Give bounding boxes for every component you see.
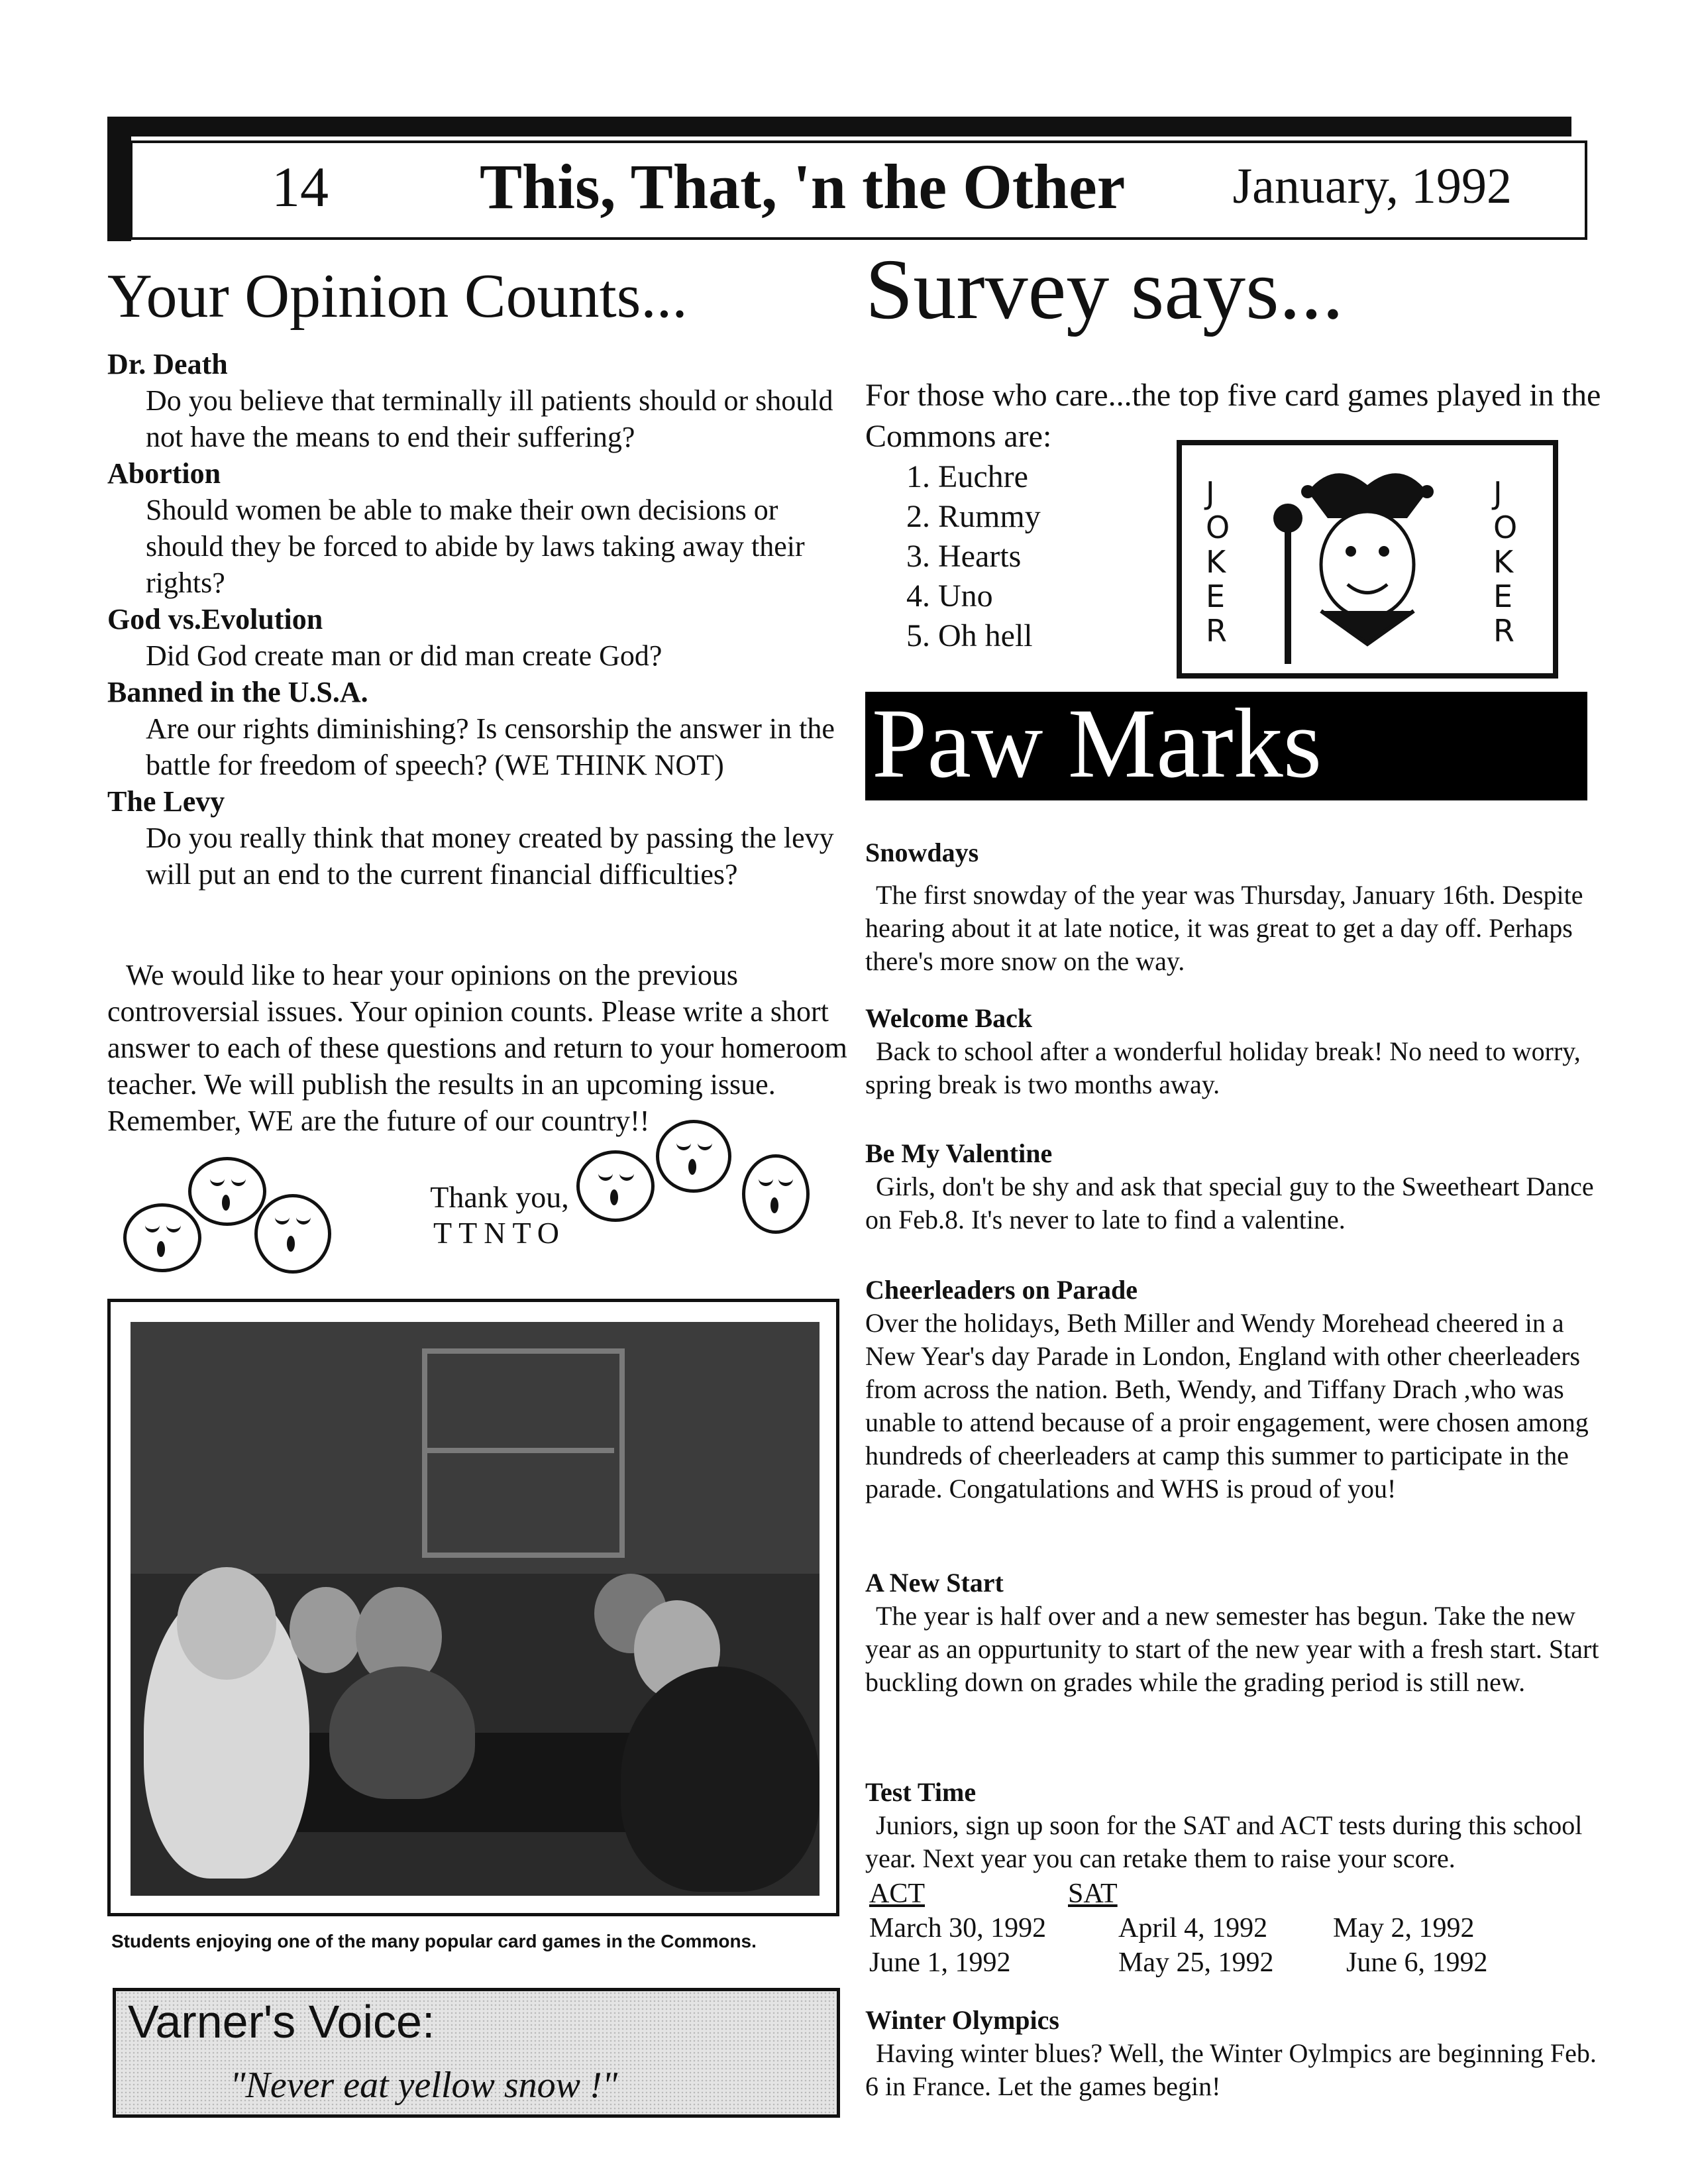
singing-face-icon <box>123 1203 201 1272</box>
news-heading: Winter Olympics <box>865 2005 1059 2035</box>
masthead-bar <box>107 117 1571 136</box>
survey-intro: For those who care...the top five card games played in the Commons are: <box>865 378 1601 454</box>
svg-text:E: E <box>1493 578 1513 614</box>
news-body: Having winter blues? Well, the Winter Oylmpics are beginning Feb. 6 in France. Let the games begin! <box>865 2038 1597 2101</box>
issue-question: Do you believe that terminally ill patients should or should not have the means to end their suffering? <box>146 384 833 453</box>
svg-text:J: J <box>1493 475 1503 511</box>
news-item <box>865 836 1607 978</box>
date-entry: May 2, 1992 <box>1333 1913 1475 1943</box>
joker-card-icon <box>1182 445 1553 673</box>
date-entry: June 6, 1992 <box>1346 1947 1488 1978</box>
singing-face-icon <box>254 1194 331 1274</box>
issue-title: The Levy <box>107 785 225 818</box>
joker-card-image <box>1177 440 1558 679</box>
issue-question: Are our rights diminishing? Is censorship the answer in the battle for freedom of speech? (WE THINK NOT) <box>146 712 835 781</box>
act-label: ACT <box>869 1879 925 1909</box>
news-body: Juniors, sign up soon for the SAT and ACT tests during this school year. Next year you can retake them to raise your score. <box>865 1810 1583 1873</box>
news-heading: Welcome Back <box>865 1003 1033 1033</box>
newsletter-title: This, That, 'n the Other <box>480 151 1126 222</box>
issue-item <box>107 455 849 601</box>
svg-text:O: O <box>1493 510 1518 545</box>
issue-date: January, 1992 <box>1232 158 1512 214</box>
svg-text:R: R <box>1493 613 1514 649</box>
news-body: Over the holidays, Beth Miller and Wendy Morehead cheered in a New Year's day Parade in London, England with other cheerleaders from across the nation. Beth, Wendy, and Tiffany Drach ,who was unable to attend because of a proir engagement, were chosen among hundreds of cheerleaders at camp this summer to participate in the parade. Congatulations and WHS is proud of you! <box>865 1308 1589 1503</box>
news-body: Girls, don't be shy and ask that special guy to the Sweetheart Dance on Feb.8. It's never to late to find a valentine. <box>865 1172 1594 1234</box>
act-dates <box>869 1911 1046 1980</box>
news-item <box>865 1002 1607 1101</box>
issue-question: Should women be able to make their own decisions or should they be forced to abide by laws taking away their rights? <box>146 494 805 599</box>
card-letter-left-j: J <box>1206 475 1215 511</box>
news-heading: A New Start <box>865 1568 1004 1598</box>
signature: TTNTO <box>433 1216 566 1250</box>
news-item <box>865 1566 1607 1699</box>
news-heading: Snowdays <box>865 838 979 867</box>
issue-item <box>107 783 849 893</box>
news-body: The year is half over and a new semester has begun. Take the new year as an oppurtunity to start of the new year with a fresh start. Start buckling down on grades while the grading period is still new. <box>865 1601 1599 1697</box>
list-item: 5. Oh hell <box>906 618 1033 653</box>
singing-face-icon <box>742 1154 810 1234</box>
survey-heading: Survey says... <box>865 242 1344 337</box>
date-entry: June 1, 1992 <box>869 1947 1011 1978</box>
page-number: 14 <box>272 155 329 219</box>
issue-item <box>107 674 849 783</box>
paw-marks-title: Paw Marks <box>872 688 1322 798</box>
svg-text:K: K <box>1493 544 1514 580</box>
issue-title: God vs.Evolution <box>107 603 323 635</box>
list-item: 2. Rummy <box>906 499 1041 534</box>
issue-item <box>107 601 849 674</box>
news-body: The first snowday of the year was Thursday, January 16th. Despite hearing about it at late notice, it was great to get a day off. Perhaps there's more snow on the way. <box>865 880 1583 976</box>
opinion-body: We would like to hear your opinions on the previous controversial issues. Your opinion counts. Please write a short answer to each of these questions and return to your homeroom teacher. We will publish the results in an upcoming issue. Remember, WE are the future of our country!! <box>107 959 847 1137</box>
issue-question: Did God create man or did man create God? <box>146 639 662 672</box>
varners-voice-quote: "Never eat yellow snow !" <box>230 2065 618 2106</box>
photo-caption: Students enjoying one of the many popular card games in the Commons. <box>111 1931 757 1951</box>
varners-voice-title: Varner's Voice: <box>128 1996 435 2048</box>
svg-text:E: E <box>1206 578 1226 614</box>
date-entry: May 25, 1992 <box>1118 1947 1274 1978</box>
photo-frame <box>107 1299 839 1916</box>
issue-question: Do you really think that money created by passing the levy will put an end to the current financial difficulties? <box>146 822 834 891</box>
list-item: 4. Uno <box>906 578 993 614</box>
issue-item <box>107 346 849 455</box>
paw-marks-banner <box>865 688 1587 800</box>
issue-title: Dr. Death <box>107 348 228 380</box>
svg-text:K: K <box>1206 544 1226 580</box>
masthead-box <box>130 140 1587 240</box>
varners-voice-box <box>113 1988 840 2118</box>
opinion-issues <box>107 346 849 893</box>
card-games-list <box>906 457 1041 656</box>
news-item <box>865 1776 1607 1875</box>
date-entry: March 30, 1992 <box>869 1913 1047 1943</box>
sat-dates <box>1118 1911 1274 1980</box>
more-dates <box>1333 1911 1488 1980</box>
singing-face-icon <box>656 1120 731 1193</box>
list-item: 1. Euchre <box>906 459 1028 494</box>
opinion-heading: Your Opinion Counts... <box>107 262 688 331</box>
news-item <box>865 2004 1607 2103</box>
issue-title: Abortion <box>107 457 221 490</box>
svg-text:O: O <box>1206 510 1230 545</box>
thanks-text: Thank you, <box>430 1180 569 1214</box>
thanks-note <box>407 1179 592 1251</box>
news-body: Back to school after a wonderful holiday break! No need to worry, spring break is two months away. <box>865 1036 1581 1099</box>
news-item <box>865 1274 1607 1505</box>
list-item: 3. Hearts <box>906 539 1022 574</box>
news-heading: Be My Valentine <box>865 1138 1053 1168</box>
news-heading: Test Time <box>865 1777 977 1807</box>
sat-label: SAT <box>1068 1879 1118 1909</box>
svg-text:R: R <box>1206 613 1227 649</box>
masthead-tab <box>107 117 131 241</box>
students-photo <box>131 1322 820 1896</box>
date-entry: April 4, 1992 <box>1118 1913 1268 1943</box>
singing-face-icon <box>188 1157 266 1226</box>
issue-title: Banned in the U.S.A. <box>107 676 368 708</box>
news-heading: Cheerleaders on Parade <box>865 1275 1138 1305</box>
news-item <box>865 1137 1607 1236</box>
